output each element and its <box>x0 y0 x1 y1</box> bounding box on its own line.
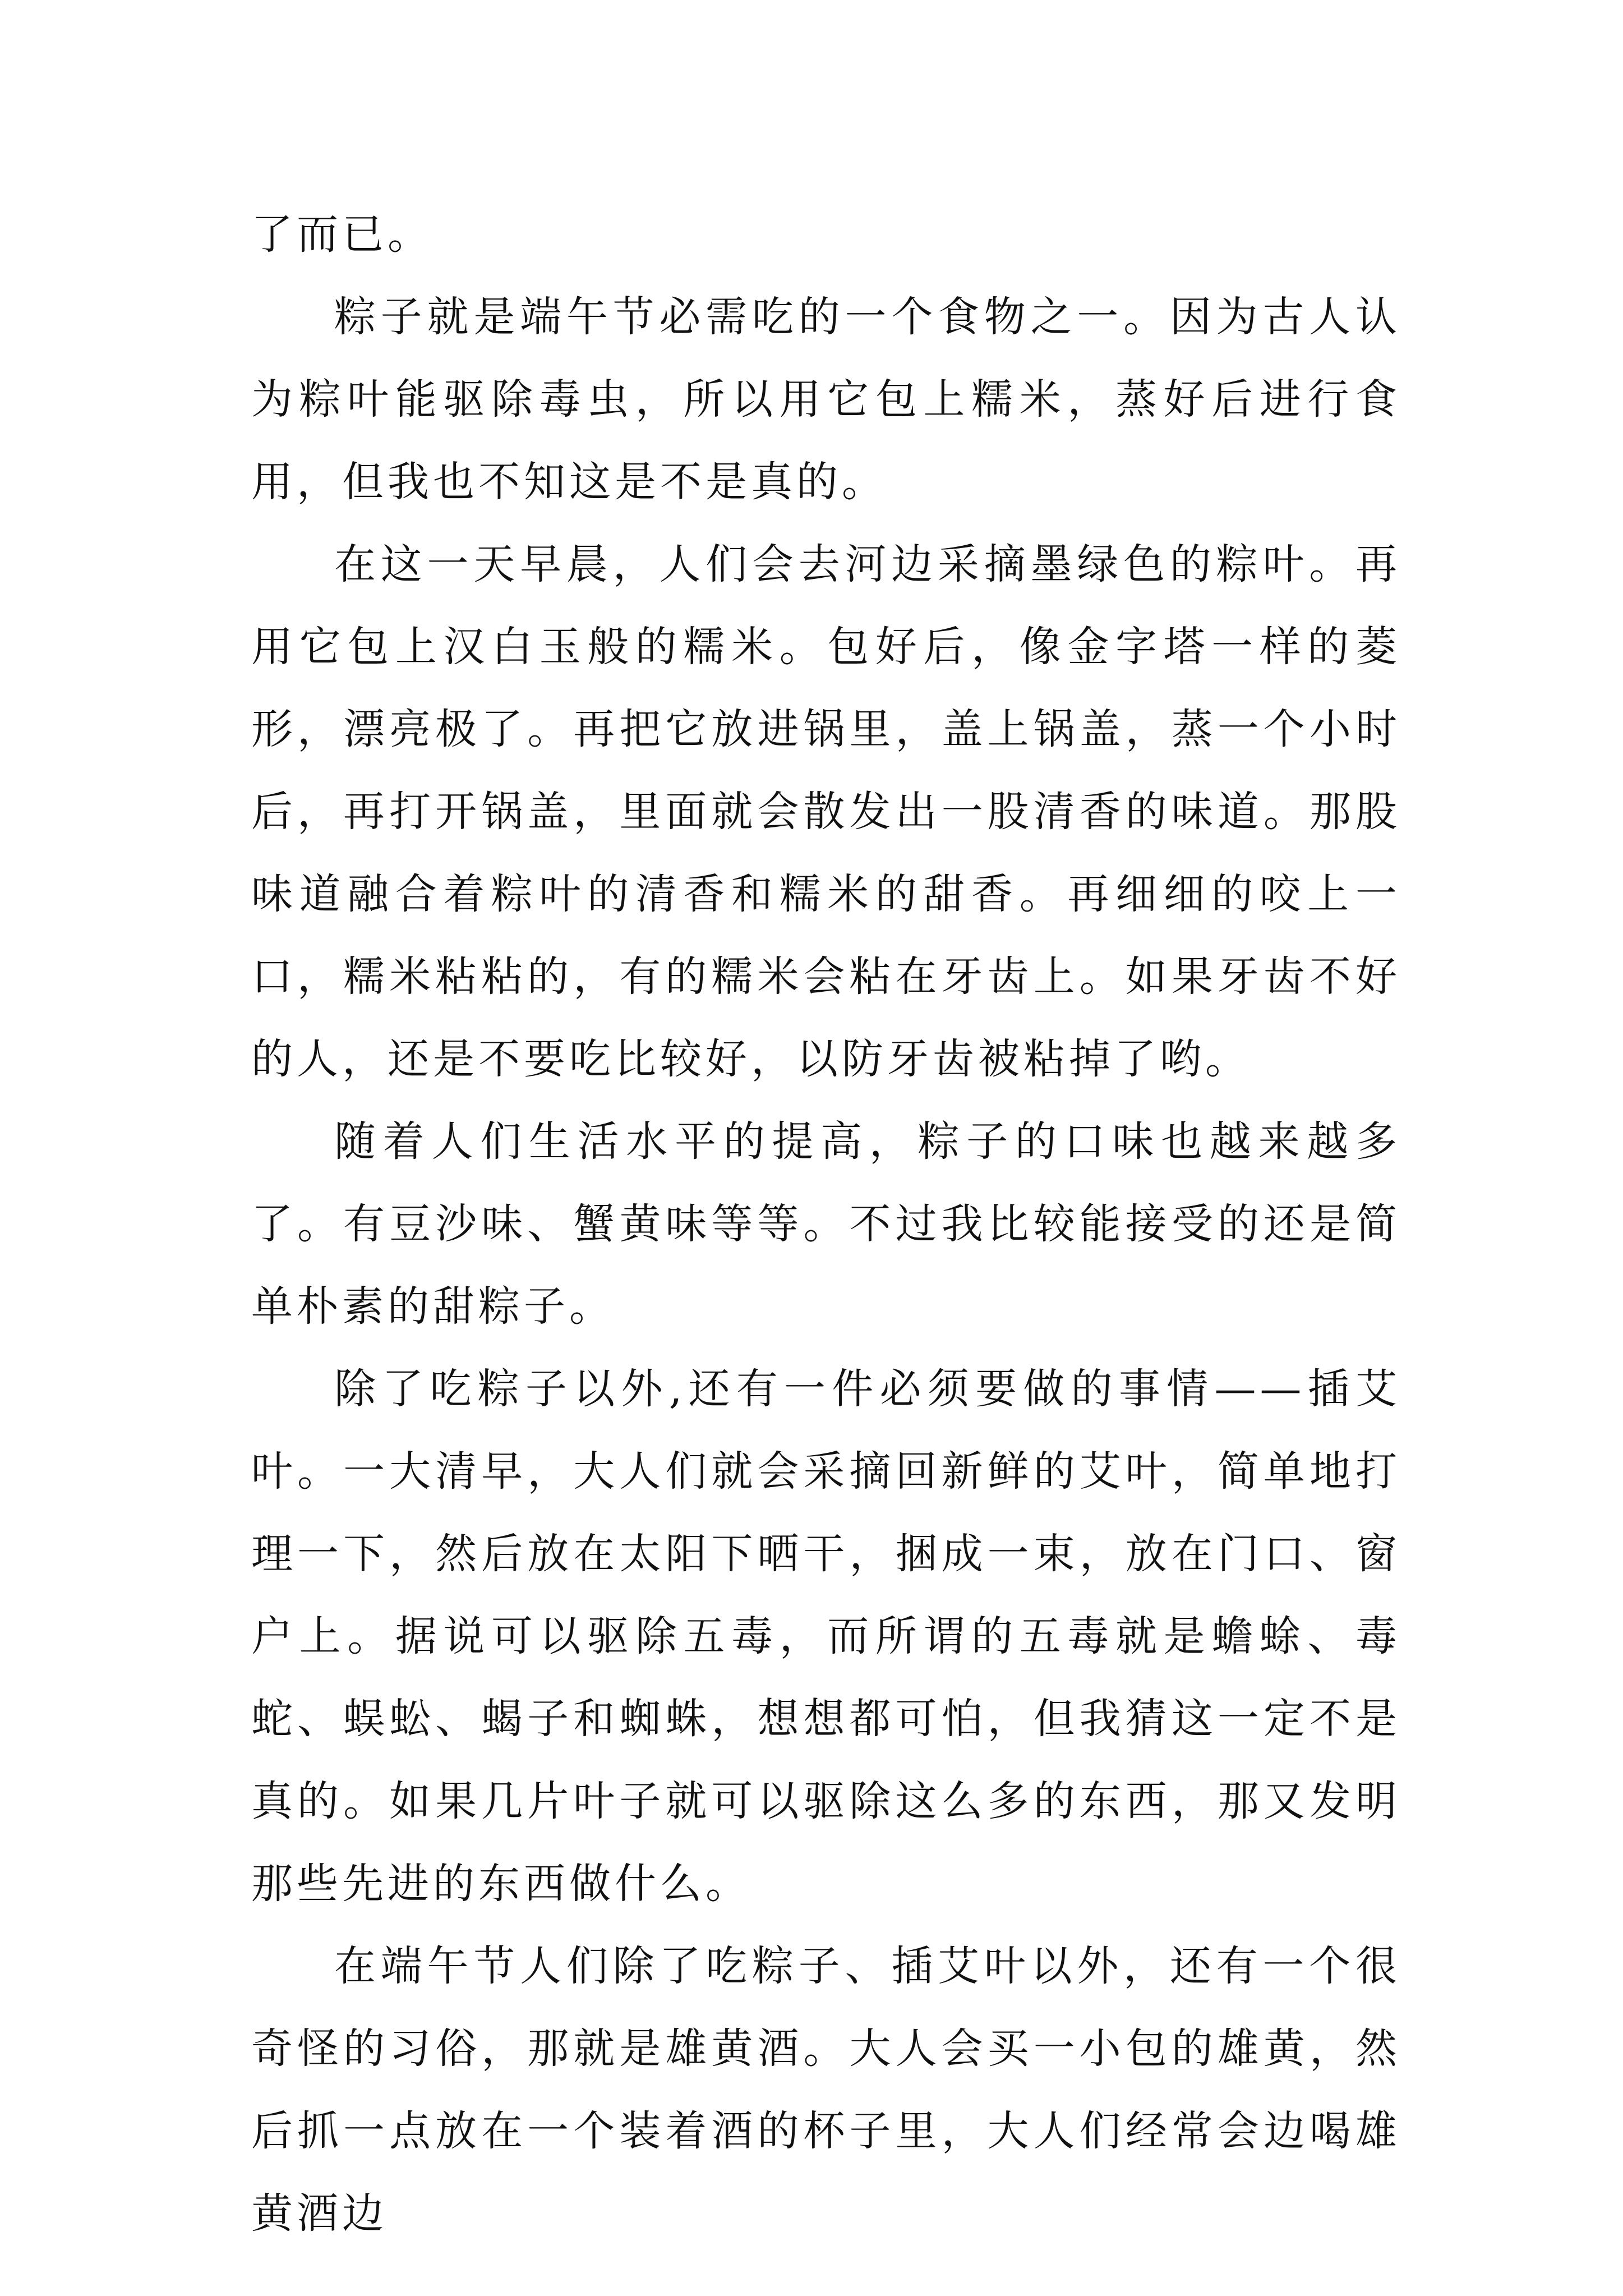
paragraph-mugwort: 除了吃粽子以外,还有一件必须要做的事情——插艾叶。一大清早，大人们就会采摘回新鲜的艾叶，简单地打理一下，然后放在太阳下晒干，捆成一束，放在门口、窗户上。据说可以驱除五毒，而所谓的五毒就是蟾蜍、毒蛇、蜈蚣、蝎子和蜘蛛，想想都可怕，但我猜这一定不是真的。如果几片叶子就可以驱除这么多的东西，那又发明那些先进的东西做什么。 <box>251 1365 1401 1908</box>
paragraph-zongzi-flavors: 随着人们生活水平的提高，粽子的口味也越来越多了。有豆沙味、蟹黄味等等。不过我比较能接受的还是简单朴素的甜粽子。 <box>251 1117 1401 1331</box>
paragraph-realgar-wine: 在端午节人们除了吃粽子、插艾叶以外，还有一个很奇怪的习俗，那就是雄黄酒。大人会买一小包的雄黄，然后抓一点放在一个装着酒的杯子里，大人们经常会边喝雄黄酒边 <box>251 1942 1401 2238</box>
paragraph-making-zongzi: 在这一天早晨，人们会去河边采摘墨绿色的粽叶。再用它包上汉白玉般的糯米。包好后，像金字塔一样的菱形，漂亮极了。再把它放进锅里，盖上锅盖，蒸一个小时后，再打开锅盖，里面就会散发出一股清香的味道。那股味道融合着粽叶的清香和糯米的甜香。再细细的咬上一口，糯米粘粘的，有的糯米会粘在牙齿上。如果牙齿不好的人，还是不要吃比较好，以防牙齿被粘掉了哟。 <box>251 540 1401 1083</box>
body-text <box>251 194 1401 2255</box>
paragraph-continuation: 了而已。 <box>251 210 433 259</box>
paragraph-zongzi-intro: 粽子就是端午节必需吃的一个食物之一。因为古人认为粽叶能驱除毒虫，所以用它包上糯米，蒸好后进行食用，但我也不知这是不是真的。 <box>251 293 1401 506</box>
